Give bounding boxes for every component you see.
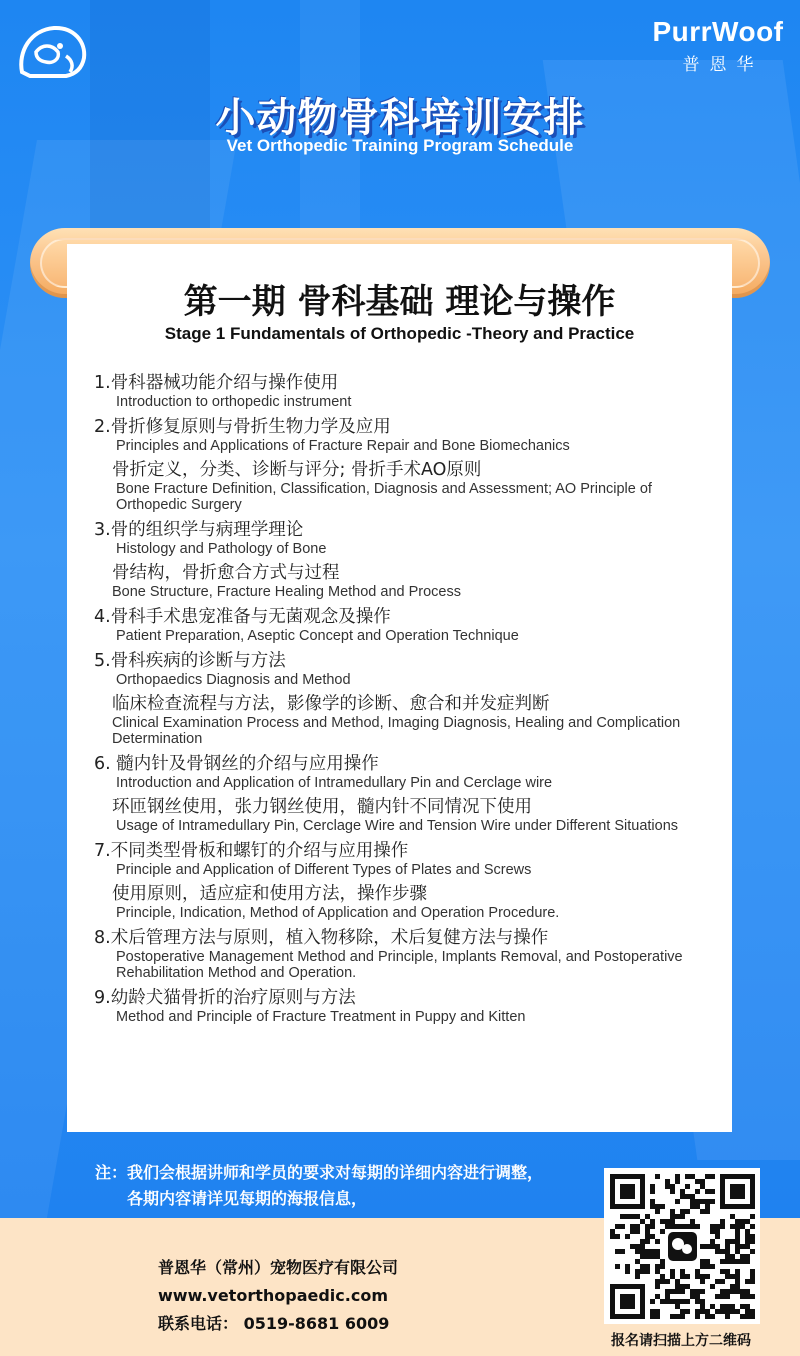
- item-title: 6. 髓内针及骨钢丝的介绍与应用操作: [94, 754, 379, 774]
- item-subtopic-en: Bone Fracture Definition, Classification, Diagnosis and Assessment; AO Principle of Orthopedic Surgery: [116, 481, 652, 513]
- item-title: 5.骨科疾病的诊断与方法: [94, 651, 286, 671]
- topic-list: [94, 372, 724, 1031]
- brand-logo: [648, 16, 788, 75]
- item-title-en: Principles and Applications of Fracture Repair and Bone Biomechanics: [116, 438, 570, 454]
- item-subtopic-en: Bone Structure, Fracture Healing Method and Process: [112, 584, 461, 600]
- list-item: [94, 650, 724, 747]
- list-item: [94, 416, 724, 513]
- item-subtopic: 环匝钢丝使用，张力钢丝使用，髓内针不同情况下使用: [112, 797, 532, 817]
- item-subtopic: 临床检查流程与方法，影像学的诊断、愈合和并发症判断: [112, 694, 550, 714]
- item-title-en: Method and Principle of Fracture Treatment in Puppy and Kitten: [116, 1009, 526, 1025]
- company-name: 普恩华（常州）宠物医疗有限公司: [158, 1258, 399, 1277]
- qr-code-icon: [606, 1170, 758, 1322]
- pet-logo-icon: [16, 22, 90, 82]
- note-line-1: 注：我们会根据讲师和学员的要求对每期的详细内容进行调整，: [95, 1163, 544, 1182]
- list-item: [94, 927, 724, 981]
- item-title: 9.幼龄犬猫骨折的治疗原则与方法: [94, 988, 356, 1008]
- qr-code[interactable]: [606, 1170, 758, 1322]
- item-subtopic: 骨结构，骨折愈合方式与过程: [112, 563, 340, 583]
- item-title: 8.术后管理方法与原则，植入物移除，术后复健方法与操作: [94, 928, 549, 948]
- item-title-en: Introduction and Application of Intramedullary Pin and Cerclage wire: [116, 775, 553, 791]
- brand-name-cn: 普恩华: [682, 55, 764, 75]
- main-title: 小动物骨科培训安排: [215, 95, 585, 141]
- phone-number: 联系电话： 0519-8681 6009: [158, 1314, 390, 1333]
- item-title-en: Orthopaedics Diagnosis and Method: [116, 672, 351, 688]
- list-item: [94, 372, 724, 410]
- stage-subtitle: Stage 1 Fundamentals of Orthopedic -Theory and Practice: [164, 324, 635, 343]
- item-title: 2.骨折修复原则与骨折生物力学及应用: [94, 417, 391, 437]
- contact-info: [158, 1254, 398, 1338]
- stage-title: 第一期 骨科基础 理论与操作: [183, 282, 616, 322]
- item-title-en: Postoperative Management Method and Principle, Implants Removal, and Postoperative Rehabilitation Method and Operation.: [116, 949, 683, 981]
- item-title-en: Introduction to orthopedic instrument: [116, 394, 352, 410]
- note-line-2: 各期内容请详见每期的海报信息，: [127, 1189, 368, 1208]
- item-title-en: Principle and Application of Different Types of Plates and Screws: [116, 862, 532, 878]
- brand-name-en: PurrWoof: [652, 16, 784, 47]
- item-title: 1.骨科器械功能介绍与操作使用: [94, 373, 339, 393]
- list-item: [94, 840, 724, 921]
- item-title: 7.不同类型骨板和螺钉的介绍与应用操作: [94, 841, 409, 861]
- item-subtopic: 骨折定义，分类、诊断与评分; 骨折手术AO原则: [112, 460, 482, 480]
- item-subtopic-en: Usage of Intramedullary Pin, Cerclage Wire and Tension Wire under Different Situations: [116, 818, 679, 834]
- item-title: 3.骨的组织学与病理学理论: [94, 520, 304, 540]
- list-item: [94, 987, 724, 1025]
- list-item: [94, 606, 724, 644]
- qr-caption: 报名请扫描上方二维码: [611, 1333, 751, 1349]
- content-card: [67, 244, 732, 1132]
- list-item: [94, 753, 724, 834]
- item-title: 4.骨科手术患宠准备与无菌观念及操作: [94, 607, 391, 627]
- item-subtopic: 使用原则，适应症和使用方法，操作步骤: [112, 884, 427, 904]
- list-item: [94, 519, 724, 600]
- item-title-en: Patient Preparation, Aseptic Concept and Operation Technique: [116, 628, 519, 644]
- note: [95, 1160, 615, 1212]
- website-link[interactable]: www.vetorthopaedic.com: [158, 1286, 388, 1305]
- main-subtitle: Vet Orthopedic Training Program Schedule: [226, 136, 574, 155]
- item-subtopic-en: Clinical Examination Process and Method, Imaging Diagnosis, Healing and Complication Determination: [112, 715, 681, 747]
- item-subtopic-en: Principle, Indication, Method of Application and Operation Procedure.: [116, 905, 560, 921]
- item-title-en: Histology and Pathology of Bone: [116, 541, 327, 557]
